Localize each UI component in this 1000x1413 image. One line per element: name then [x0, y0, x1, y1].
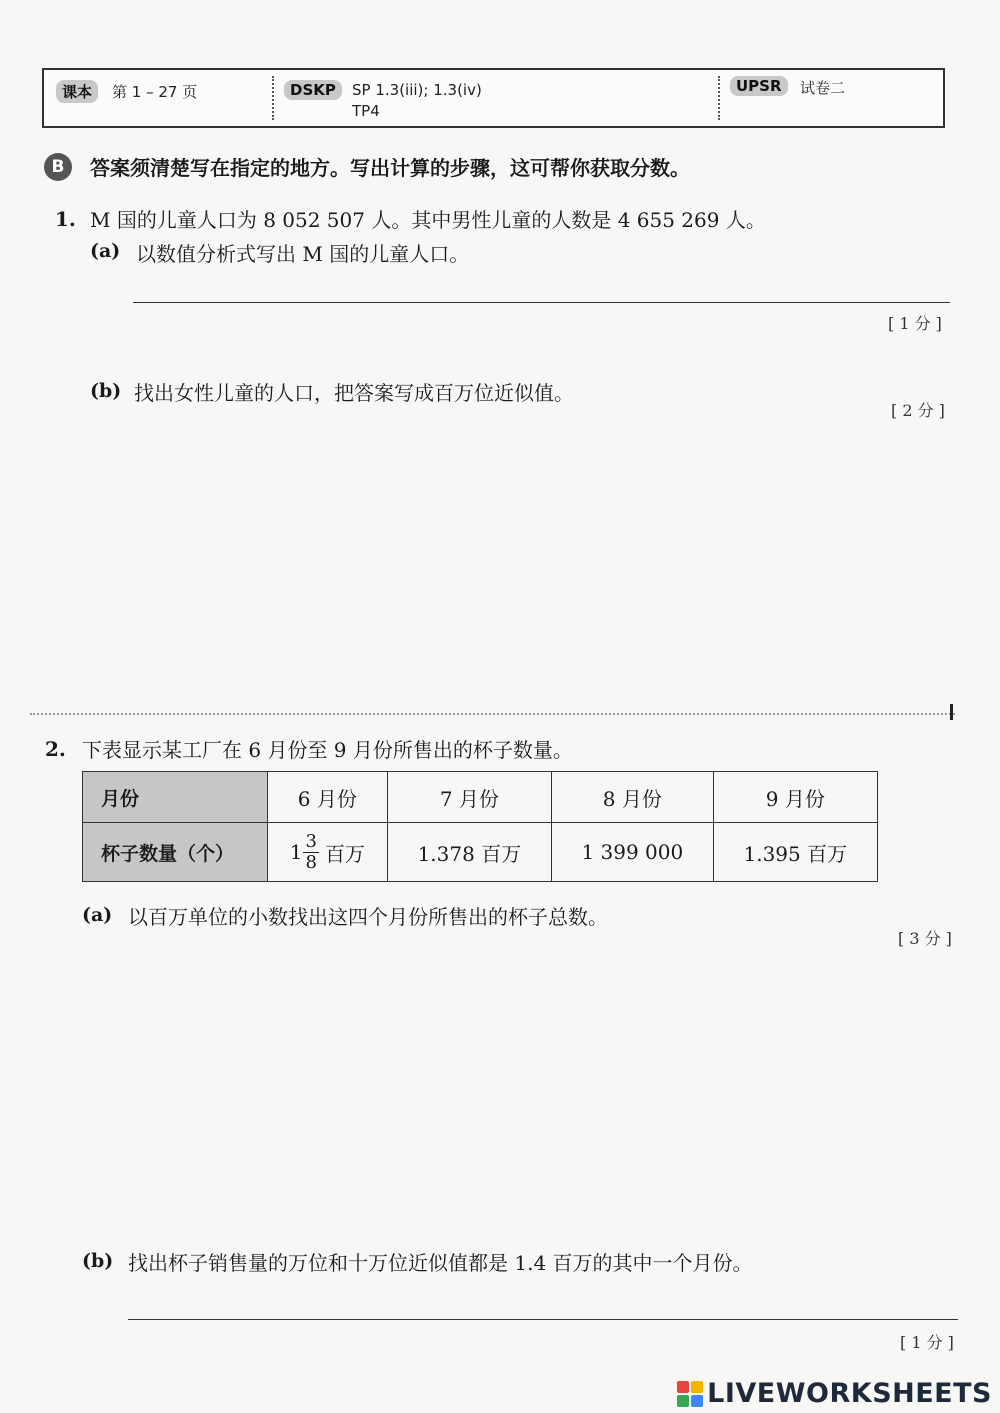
divider-tick [950, 704, 953, 720]
row-header-qty: 杯子数量（个） [83, 823, 268, 882]
liveworksheets-watermark [677, 1378, 992, 1409]
q2-text: 下表显示某工厂在 6 月份至 9 月份所售出的杯子数量。 [82, 738, 573, 762]
upsr-tag: UPSR [730, 76, 788, 96]
q1a-answer-line[interactable] [133, 302, 950, 303]
table-row [83, 772, 878, 823]
jun-unit: 百万 [324, 841, 365, 866]
section-instruction: 答案须清楚写在指定的地方。写出计算的步骤，这可帮你获取分数。 [90, 156, 690, 180]
q1-number: 1. [55, 207, 76, 231]
logo-square [677, 1381, 689, 1393]
row-header-month: 月份 [83, 772, 268, 823]
jun-numerator: 3 [305, 830, 317, 852]
q2b-marks: [ 1 分 ] [900, 1333, 954, 1352]
q1-text: M 国的儿童人口为 8 052 507 人。其中男性儿童的人数是 4 655 269 人。 [90, 208, 766, 232]
q1a-label: (a) [90, 240, 121, 262]
header-box [42, 68, 945, 128]
dskp-tag: DSKP [284, 80, 342, 100]
q1b-answer-area[interactable] [90, 425, 950, 690]
dskp-sp: SP 1.3(iii); 1.3(iv) [352, 81, 482, 99]
q2a-marks: [ 3 分 ] [898, 929, 952, 948]
q2a-text: 以百万单位的小数找出这四个月份所售出的杯子总数。 [128, 905, 608, 929]
textbook-pages: 第 1 – 27 页 [112, 83, 198, 101]
header-divider [272, 76, 274, 120]
q1a-marks: [ 1 分 ] [888, 314, 942, 333]
month-cell: 9 月份 [713, 772, 877, 823]
liveworksheets-logo-icon [677, 1381, 703, 1407]
q2b-text: 找出杯子销售量的万位和十万位近似值都是 1.4 百万的其中一个月份。 [128, 1251, 753, 1275]
logo-square [691, 1395, 703, 1407]
qty-cell-sep: 1.395 百万 [713, 823, 877, 882]
q2-number: 2. [45, 737, 66, 761]
q2a-label: (a) [82, 904, 113, 926]
qty-cell-aug: 1 399 000 [552, 823, 714, 882]
month-cell: 8 月份 [552, 772, 714, 823]
jun-fraction [303, 832, 318, 873]
jun-denominator: 8 [305, 851, 317, 873]
q1b-marks: [ 2 分 ] [891, 401, 945, 420]
dskp-tp: TP4 [352, 102, 380, 120]
q1a-text: 以数值分析式写出 M 国的儿童人口。 [136, 242, 470, 266]
page-divider [30, 713, 955, 715]
logo-square [677, 1395, 689, 1407]
textbook-tag: 课本 [56, 80, 98, 103]
q1b-label: (b) [90, 380, 122, 402]
upsr-paper: 试卷二 [800, 79, 846, 97]
header-divider [718, 76, 720, 120]
sales-table [82, 771, 878, 882]
q1b-text: 找出女性儿童的人口，把答案写成百万位近似值。 [134, 381, 574, 405]
qty-cell-jul: 1.378 百万 [387, 823, 551, 882]
month-cell: 7 月份 [387, 772, 551, 823]
qty-cell-jun [268, 823, 388, 882]
month-cell: 6 月份 [268, 772, 388, 823]
q2a-answer-area[interactable] [82, 955, 952, 1225]
section-badge: B [44, 153, 72, 181]
jun-whole: 1 [289, 840, 303, 864]
logo-square [691, 1381, 703, 1393]
q2b-answer-line[interactable] [128, 1319, 958, 1320]
watermark-text: LIVEWORKSHEETS [707, 1378, 992, 1409]
q2b-label: (b) [82, 1250, 114, 1272]
table-row [83, 823, 878, 882]
